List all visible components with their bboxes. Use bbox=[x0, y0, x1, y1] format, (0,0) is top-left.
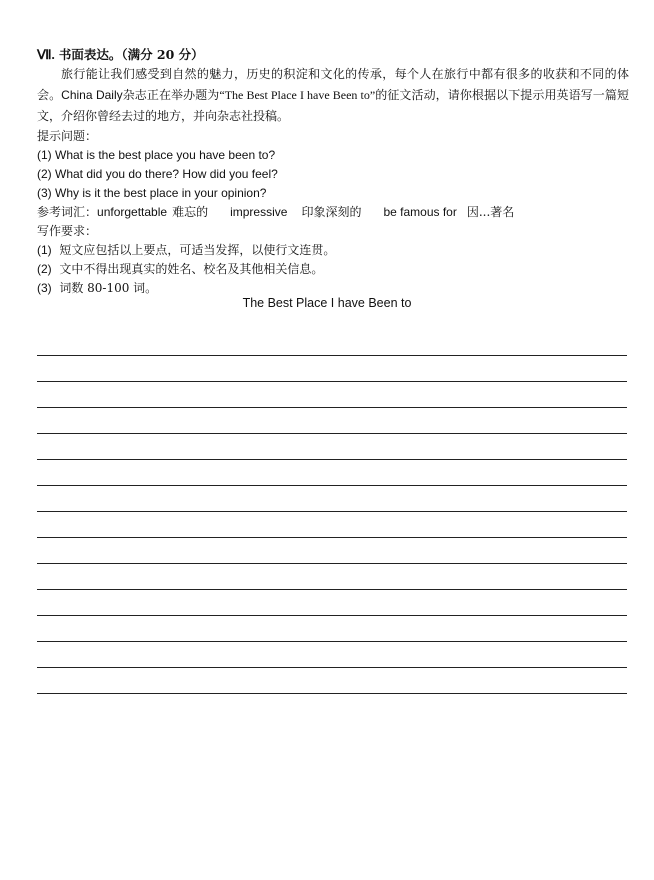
prompts-label: 提示问题： bbox=[37, 129, 98, 143]
prompt-question-3: (3) Why is it the best place in your opinion? bbox=[37, 186, 267, 200]
answer-line[interactable] bbox=[37, 356, 627, 382]
intro-part2: 杂志正在举办题为 bbox=[122, 88, 220, 102]
requirement-2 bbox=[37, 260, 323, 279]
answer-line[interactable] bbox=[37, 538, 627, 564]
vocab-cn-1: 难忘的 bbox=[172, 205, 209, 219]
answer-line[interactable] bbox=[37, 330, 627, 356]
essay-title: The Best Place I have Been to bbox=[242, 296, 412, 310]
answer-line[interactable] bbox=[37, 564, 627, 590]
intro-part1: 旅行能让我们感受到自然的魅力，历史的积淀和文化的传承，每个人在旅行中都有很多的收获和不同的体会。 bbox=[37, 67, 629, 102]
intro-quoted-title: “The Best Place I have Been to” bbox=[219, 88, 376, 102]
answer-line[interactable] bbox=[37, 616, 627, 642]
vocab-cn-2: 印象深刻的 bbox=[301, 205, 362, 219]
section-title: 书面表达。（满分 20 分） bbox=[58, 47, 204, 62]
answer-line[interactable] bbox=[37, 460, 627, 486]
answer-line[interactable] bbox=[37, 486, 627, 512]
answer-line[interactable] bbox=[37, 590, 627, 616]
intro-magazine: China Daily bbox=[61, 88, 123, 102]
requirements-label: 写作要求： bbox=[37, 224, 98, 238]
vocab-label: 参考词汇： bbox=[37, 205, 98, 219]
prompt-question-1: (1) What is the best place you have been to? bbox=[37, 148, 276, 162]
intro-part3: 的征文活动，请你根据以下提示用英语写一篇短文，介绍你曾经去过的地方，并向杂志社投稿。 bbox=[37, 88, 629, 123]
answer-line[interactable] bbox=[37, 668, 627, 694]
requirement-2-num: (2) bbox=[37, 262, 52, 276]
answer-line[interactable] bbox=[37, 512, 627, 538]
requirement-3-num: (3) bbox=[37, 281, 52, 295]
answer-line[interactable] bbox=[37, 434, 627, 460]
vocab-line bbox=[37, 203, 514, 222]
requirement-1-text: 短文应包括以上要点，可适当发挥，以使行文连贯。 bbox=[59, 243, 336, 257]
intro-paragraph bbox=[37, 64, 629, 127]
section-heading bbox=[37, 45, 204, 64]
prompt-question-2: (2) What did you do there? How did you feel? bbox=[37, 167, 278, 181]
answer-lines[interactable] bbox=[37, 330, 627, 694]
requirement-1 bbox=[37, 241, 335, 260]
answer-line[interactable] bbox=[37, 642, 627, 668]
requirement-3-text: 词数 80-100 词。 bbox=[59, 281, 158, 295]
requirement-1-num: (1) bbox=[37, 243, 52, 257]
answer-line[interactable] bbox=[37, 408, 627, 434]
vocab-en-2: impressive bbox=[230, 205, 288, 219]
vocab-en-3: be famous for bbox=[383, 205, 457, 219]
section-number: Ⅶ. bbox=[37, 47, 55, 62]
answer-line[interactable] bbox=[37, 382, 627, 408]
vocab-en-1: unforgettable bbox=[97, 205, 168, 219]
requirement-2-text: 文中不得出现真实的姓名、校名及其他相关信息。 bbox=[59, 262, 324, 276]
vocab-cn-3: 因...著名 bbox=[466, 205, 515, 219]
